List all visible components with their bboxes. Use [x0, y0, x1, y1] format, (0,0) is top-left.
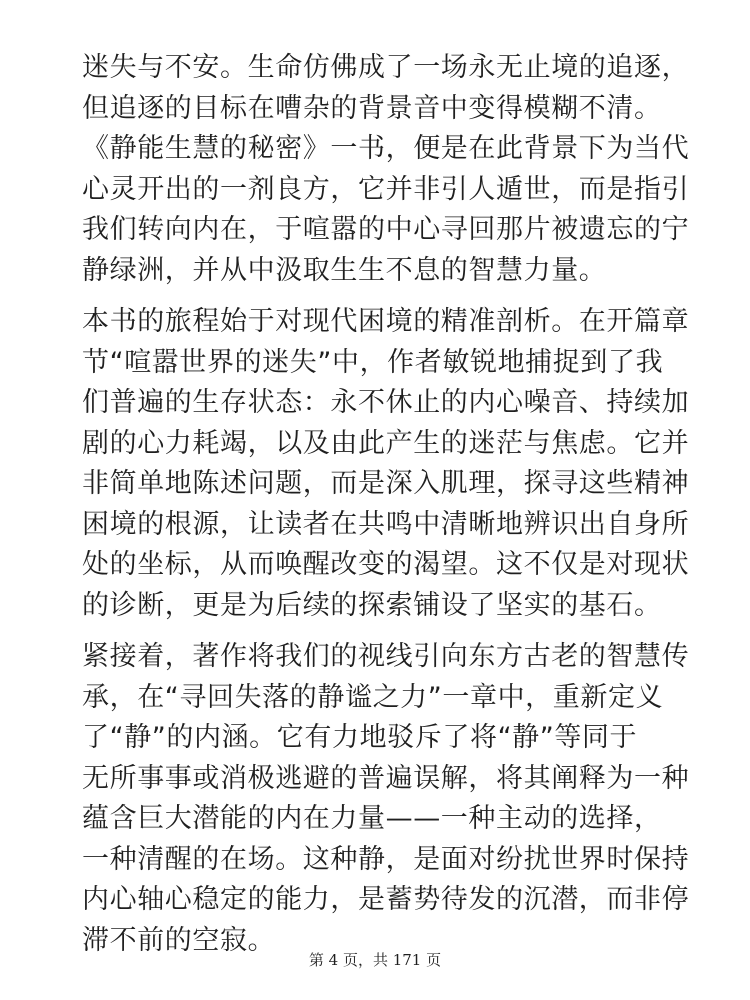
text-line: 困境的根源，让读者在共鸣中清晰地辨识出自身所 — [82, 508, 690, 540]
text-line: 滞不前的空寂。 — [82, 924, 276, 956]
text-line: 《静能生慧的秘密》一书，便是在此背景下为当代 — [82, 133, 690, 164]
text-line: 剧的心力耗竭，以及由此产生的迷茫与焦虑。它并 — [82, 427, 690, 459]
page-body — [82, 48, 690, 972]
text-line: 的诊断，更是为后续的探索铺设了坚实的基石。 — [82, 589, 662, 621]
text-line: 心灵开出的一剂良方，它并非引人遁世，而是指引 — [82, 173, 690, 205]
text-line: 本书的旅程始于对现代困境的精准剖析。在开篇章 — [82, 306, 690, 337]
text-line: 一种清醒的在场。这种静，是面对纷扰世界时保持 — [82, 843, 690, 875]
text-line: 非简单地陈述问题，而是深入肌理，探寻这些精神 — [82, 468, 690, 499]
paragraph-2 — [82, 302, 690, 626]
text-line: 无所事事或消极逃避的普遍误解，将其阐释为一种 — [82, 762, 690, 794]
text-line: 紧接着，著作将我们的视线引向东方古老的智慧传 — [82, 641, 690, 672]
paragraph-3 — [82, 637, 690, 961]
text-line: 节“喧嚣世界的迷失”中，作者敏锐地捕捉到了我 — [82, 346, 664, 378]
text-line: 但追逐的目标在嘈杂的背景音中变得模糊不清。 — [82, 92, 662, 124]
text-line: 了“静”的内涵。它有力地驳斥了将“静”等同于 — [82, 722, 638, 753]
text-line: 承，在“寻回失落的静谧之力”一章中，重新定义 — [82, 681, 664, 713]
text-line: 内心轴心稳定的能力，是蓄势待发的沉潜，而非停 — [82, 884, 690, 915]
text-line: 静绿洲，并从中汲取生生不息的智慧力量。 — [82, 254, 607, 286]
text-line: 我们转向内在，于喧嚣的中心寻回那片被遗忘的宁 — [82, 214, 690, 245]
text-line: 处的坐标，从而唤醒改变的渴望。这不仅是对现状 — [82, 549, 690, 580]
page-number-footer: 第 4 页，共 171 页 — [308, 951, 442, 969]
text-line: 迷失与不安。生命仿佛成了一场永无止境的追逐， — [82, 52, 690, 83]
text-line: 蕴含巨大潜能的内在力量——一种主动的选择， — [82, 803, 662, 834]
text-line: 们普遍的生存状态：永不休止的内心噪音、持续加 — [82, 387, 690, 418]
paragraph-1 — [82, 48, 690, 291]
